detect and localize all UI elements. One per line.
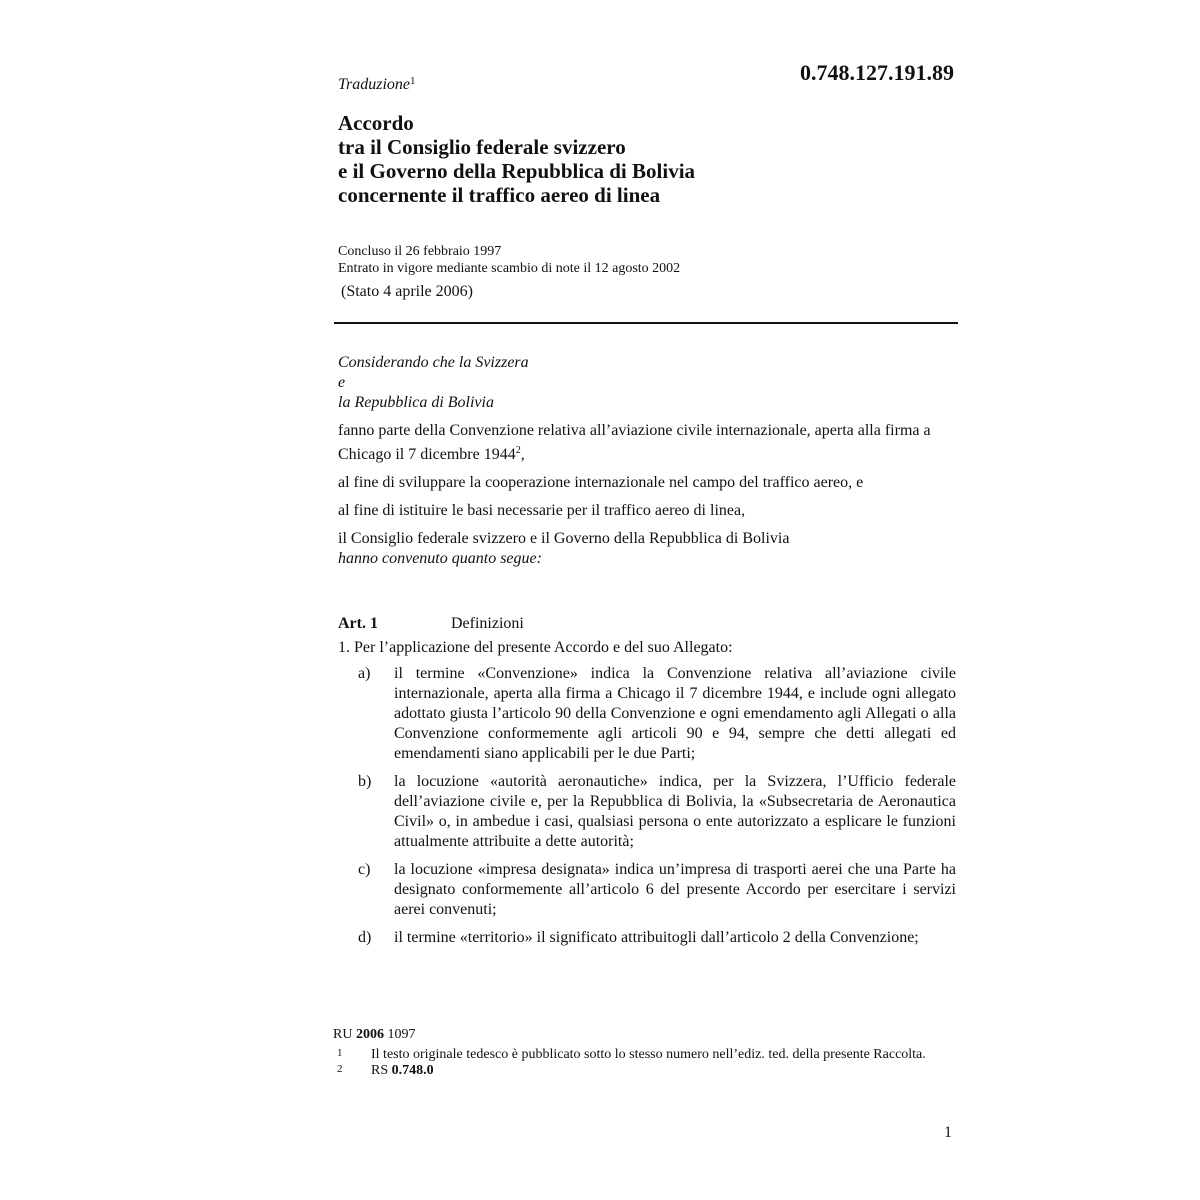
- title-line-2: tra il Consiglio federale svizzero: [338, 135, 626, 159]
- preamble-line-2: e: [338, 374, 346, 391]
- preamble-paragraph-3: al fine di istituire le basi necessarie per il traffico aereo di linea,: [338, 502, 746, 519]
- item-label: b): [358, 773, 372, 790]
- document-number: 0.748.127.191.89: [800, 60, 954, 85]
- article-intro: 1. Per l’applicazione del presente Accordo e del suo Allegato:: [338, 639, 733, 656]
- agreement-title: [338, 111, 695, 207]
- entry-into-force: Entrato in vigore mediante scambio di note il 12 agosto 2002: [338, 261, 681, 276]
- ru-prefix: RU: [333, 1027, 353, 1042]
- article-title: Definizioni: [451, 615, 524, 632]
- page-number: 1: [944, 1124, 952, 1141]
- item-text: il termine «Convenzione» indica la Convenzione relativa all’aviazione civile internazionale, aperta alla firma a Chicago il 7 dicembre 1944, e include ogni allegato adottato giusta l’articolo 90 della Convenzione e ogni emendamento agli Allegati o alla Convenzione conformemente agli articoli 90 e 94, sempre che detti allegati ed emendamenti siano applicabili per le due Parti;: [394, 665, 956, 762]
- footnote-2-prefix: RS: [371, 1063, 389, 1078]
- ru-page: 1097: [387, 1027, 416, 1042]
- translation-label: [338, 75, 416, 94]
- item-label: c): [358, 861, 371, 878]
- ru-year: 2006: [355, 1027, 384, 1042]
- preamble-p1-text: fanno parte della Convenzione relativa all’aviazione civile internazionale, aperta alla firma a Chicago il 7 dicembre 1944: [338, 422, 931, 463]
- item-label: d): [358, 929, 372, 946]
- header-divider: [334, 322, 958, 324]
- preamble-paragraph-4: il Consiglio federale svizzero e il Governo della Repubblica di Bolivia: [338, 530, 790, 547]
- item-text: il termine «territorio» il significato attribuitogli dall’articolo 2 della Convenzione;: [394, 929, 919, 946]
- status-date: (Stato 4 aprile 2006): [341, 283, 473, 300]
- preamble-paragraph-2: al fine di sviluppare la cooperazione internazionale nel campo del traffico aereo, e: [338, 474, 864, 491]
- preamble-line-3: la Repubblica di Bolivia: [338, 394, 494, 411]
- agreement-dates: [338, 243, 680, 277]
- preamble-p1-end: ,: [520, 446, 525, 463]
- footnote-ref-2[interactable]: 2: [515, 445, 521, 456]
- title-line-3: e il Governo della Repubblica di Bolivia: [338, 159, 696, 183]
- title-line-4: concernente il traffico aereo di linea: [338, 183, 661, 207]
- preamble-line-1: Considerando che la Svizzera: [338, 354, 529, 371]
- list-item: [358, 772, 956, 852]
- list-item: [358, 928, 956, 948]
- footnote-2-reference[interactable]: 0.748.0: [391, 1063, 434, 1078]
- article-heading: [338, 614, 956, 636]
- concluded-date: Concluso il 26 febbraio 1997: [338, 244, 502, 259]
- footnote-2-number: 2: [337, 1063, 343, 1075]
- page-footer: [333, 1027, 953, 1079]
- footnote-1-number: 1: [337, 1047, 343, 1059]
- footnote-1-text: Il testo originale tedesco è pubblicato sotto lo stesso numero nell’ediz. ted. della presente Raccolta.: [371, 1047, 926, 1062]
- item-label: a): [358, 665, 371, 682]
- list-item: [358, 664, 956, 764]
- footnote-2: [333, 1063, 953, 1079]
- document-body: [338, 353, 956, 956]
- item-text: la locuzione «autorità aeronautiche» indica, per la Svizzera, l’Ufficio federale dell’aviazione civile e, per la Repubblica di Bolivia, la «Subsecretaria de Aeronautica Civil» o, in ambedue i casi, qualsiasi persona o ente autorizzato a esplicare le funzioni attualmente attribuite a dette autorità;: [394, 773, 956, 850]
- article-number: Art. 1: [338, 615, 378, 632]
- definitions-list: [338, 664, 956, 948]
- title-line-1: Accordo: [338, 111, 414, 135]
- translation-text: Traduzione: [338, 76, 411, 93]
- list-item: [358, 860, 956, 920]
- footnote-ref-1[interactable]: 1: [410, 75, 416, 87]
- item-text: la locuzione «impresa designata» indica un’impresa di trasporti aerei che una Parte ha designato conformemente all’articolo 6 del presente Accordo per esercitare i servizi aerei convenuti;: [394, 861, 956, 918]
- preamble-paragraph-1: [338, 421, 956, 465]
- official-collection-ref: [333, 1027, 953, 1043]
- footnote-1: [333, 1047, 953, 1063]
- preamble-paragraph-5: hanno convenuto quanto segue:: [338, 550, 542, 567]
